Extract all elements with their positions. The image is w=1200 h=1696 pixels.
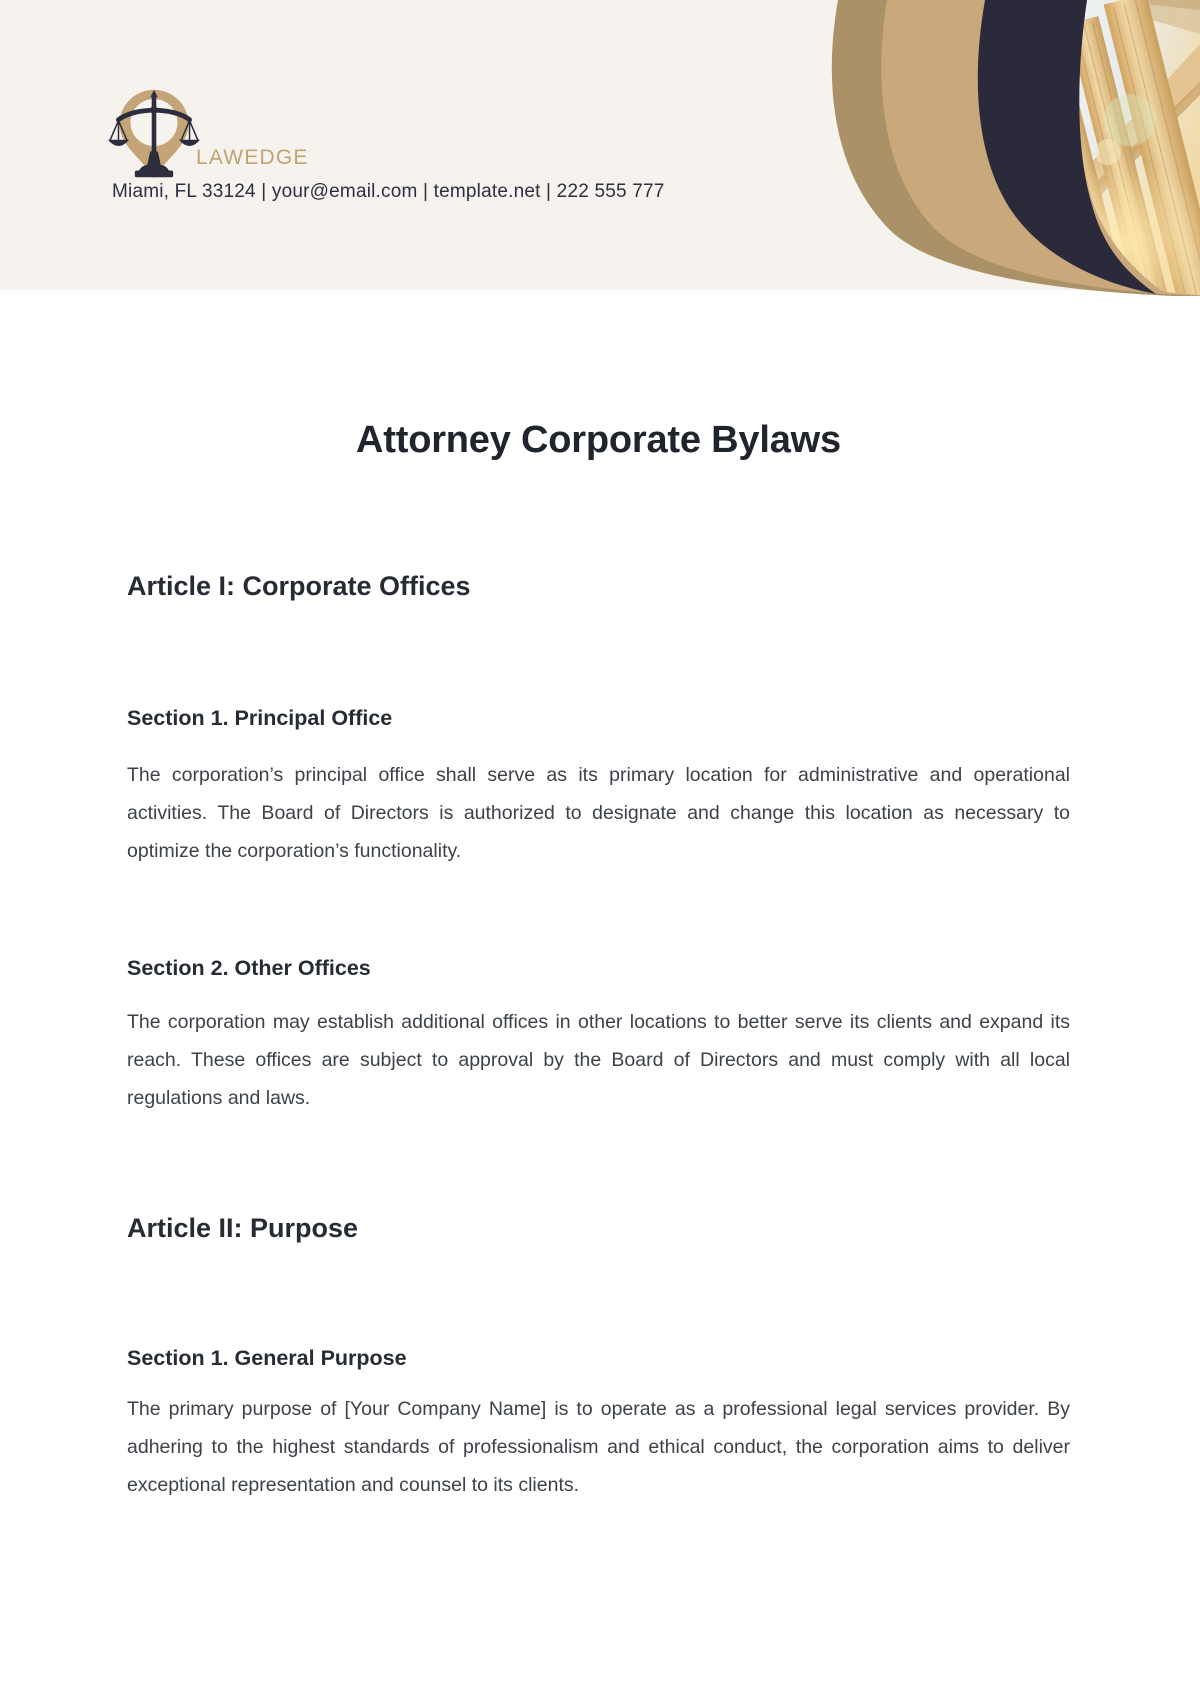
article-2-section-1-heading: Section 1. General Purpose — [127, 1345, 407, 1370]
corner-decoration-graphic — [770, 0, 1200, 296]
article-2-section-1-body: The primary purpose of [Your Company Name] is to operate as a professional legal services provider. By adhering to the highest standards of professionalism and ethical conduct, the corporation aims to deliver exceptional representation and counsel to its clients. — [127, 1397, 1070, 1496]
document-title: Attorney Corporate Bylaws — [356, 419, 841, 462]
letterhead-header — [0, 0, 1200, 290]
article-2-heading: Article II: Purpose — [127, 1213, 359, 1244]
scales-of-justice-pin-icon — [106, 84, 202, 186]
brand-name: LAWEDGE — [196, 146, 309, 169]
article-1-section-2-heading: Section 2. Other Offices — [127, 955, 371, 980]
article-1-section-1-heading: Section 1. Principal Office — [127, 705, 393, 730]
article-1-section-2-body: The corporation may establish additional offices in other locations to better serve its clients and expand its reach. These offices are subject to approval by the Board of Directors and must comply with all local regulations and laws. — [127, 1010, 1070, 1109]
article-1-section-1-body: The corporation’s principal office shall serve as its primary location for administrative and operational activities. The Board of Directors is authorized to designate and change this location as necessary to optimize the corporation’s functionality. — [127, 763, 1070, 862]
contact-info: Miami, FL 33124 | your@email.com | template.net | 222 555 777 — [112, 181, 665, 202]
article-1-heading: Article I: Corporate Offices — [127, 571, 471, 602]
